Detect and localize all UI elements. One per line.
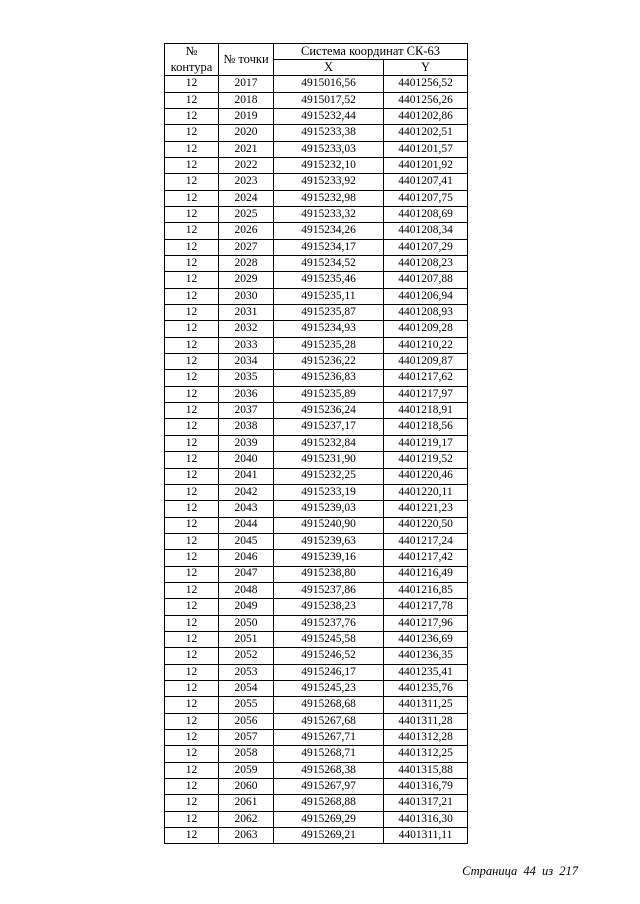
contour-number-cell: 12 <box>165 435 219 451</box>
y-coordinate-cell: 4401317,21 <box>384 795 468 811</box>
table-row <box>165 664 468 680</box>
table-row <box>165 141 468 157</box>
contour-number-cell: 12 <box>165 108 219 124</box>
contour-number-cell: 12 <box>165 795 219 811</box>
point-number-cell: 2045 <box>219 533 274 549</box>
table-row <box>165 550 468 566</box>
x-coordinate-cell: 4915236,24 <box>274 403 384 419</box>
point-number-cell: 2051 <box>219 631 274 647</box>
point-number-cell: 2054 <box>219 680 274 696</box>
table-row <box>165 76 468 92</box>
x-coordinate-cell: 4915233,92 <box>274 174 384 190</box>
y-coordinate-cell: 4401208,34 <box>384 223 468 239</box>
point-number-cell: 2027 <box>219 239 274 255</box>
table-header <box>165 44 468 76</box>
point-number-cell: 2022 <box>219 157 274 173</box>
table-row <box>165 337 468 353</box>
table-row <box>165 566 468 582</box>
y-coordinate-cell: 4401208,23 <box>384 256 468 272</box>
contour-number-cell: 12 <box>165 337 219 353</box>
point-number-cell: 2052 <box>219 648 274 664</box>
point-number-cell: 2040 <box>219 452 274 468</box>
x-coordinate-cell: 4915236,83 <box>274 370 384 386</box>
table-row <box>165 207 468 223</box>
y-coordinate-cell: 4401218,56 <box>384 419 468 435</box>
y-coordinate-cell: 4401208,93 <box>384 305 468 321</box>
contour-number-cell: 12 <box>165 615 219 631</box>
x-coordinate-cell: 4915238,23 <box>274 599 384 615</box>
point-number-cell: 2063 <box>219 828 274 844</box>
header-contour-number: № контура <box>165 44 219 76</box>
y-coordinate-cell: 4401316,79 <box>384 779 468 795</box>
x-coordinate-cell: 4915246,52 <box>274 648 384 664</box>
table-row <box>165 419 468 435</box>
y-coordinate-cell: 4401235,76 <box>384 680 468 696</box>
contour-number-cell: 12 <box>165 239 219 255</box>
contour-number-cell: 12 <box>165 828 219 844</box>
contour-number-cell: 12 <box>165 452 219 468</box>
header-y: Y <box>384 60 468 76</box>
contour-number-cell: 12 <box>165 746 219 762</box>
table-row <box>165 157 468 173</box>
point-number-cell: 2048 <box>219 582 274 598</box>
table-row <box>165 108 468 124</box>
header-coordinate-system: Система координат СК-63 <box>274 44 468 60</box>
contour-number-cell: 12 <box>165 386 219 402</box>
table-row <box>165 697 468 713</box>
x-coordinate-cell: 4915234,93 <box>274 321 384 337</box>
y-coordinate-cell: 4401207,41 <box>384 174 468 190</box>
point-number-cell: 2024 <box>219 190 274 206</box>
table-row <box>165 680 468 696</box>
contour-number-cell: 12 <box>165 141 219 157</box>
contour-number-cell: 12 <box>165 190 219 206</box>
y-coordinate-cell: 4401220,11 <box>384 484 468 500</box>
point-number-cell: 2039 <box>219 435 274 451</box>
x-coordinate-cell: 4915233,38 <box>274 125 384 141</box>
x-coordinate-cell: 4915269,29 <box>274 811 384 827</box>
contour-number-cell: 12 <box>165 631 219 647</box>
contour-number-cell: 12 <box>165 713 219 729</box>
y-coordinate-cell: 4401207,88 <box>384 272 468 288</box>
y-coordinate-cell: 4401311,28 <box>384 713 468 729</box>
x-coordinate-cell: 4915232,44 <box>274 108 384 124</box>
point-number-cell: 2032 <box>219 321 274 337</box>
y-coordinate-cell: 4401208,69 <box>384 207 468 223</box>
point-number-cell: 2038 <box>219 419 274 435</box>
table-row <box>165 468 468 484</box>
table-row <box>165 403 468 419</box>
y-coordinate-cell: 4401312,28 <box>384 730 468 746</box>
x-coordinate-cell: 4915234,52 <box>274 256 384 272</box>
x-coordinate-cell: 4915234,17 <box>274 239 384 255</box>
contour-number-cell: 12 <box>165 582 219 598</box>
point-number-cell: 2037 <box>219 403 274 419</box>
point-number-cell: 2061 <box>219 795 274 811</box>
point-number-cell: 2035 <box>219 370 274 386</box>
contour-number-cell: 12 <box>165 533 219 549</box>
table-row <box>165 582 468 598</box>
y-coordinate-cell: 4401217,96 <box>384 615 468 631</box>
y-coordinate-cell: 4401202,86 <box>384 108 468 124</box>
point-number-cell: 2021 <box>219 141 274 157</box>
x-coordinate-cell: 4915232,84 <box>274 435 384 451</box>
table-row <box>165 631 468 647</box>
table-row <box>165 272 468 288</box>
table-row <box>165 354 468 370</box>
table-row <box>165 533 468 549</box>
contour-number-cell: 12 <box>165 370 219 386</box>
y-coordinate-cell: 4401217,78 <box>384 599 468 615</box>
contour-number-cell: 12 <box>165 157 219 173</box>
point-number-cell: 2044 <box>219 517 274 533</box>
y-coordinate-cell: 4401256,52 <box>384 76 468 92</box>
y-coordinate-cell: 4401220,50 <box>384 517 468 533</box>
y-coordinate-cell: 4401209,87 <box>384 354 468 370</box>
table-row <box>165 223 468 239</box>
contour-number-cell: 12 <box>165 484 219 500</box>
x-coordinate-cell: 4915017,52 <box>274 92 384 108</box>
table-row <box>165 828 468 844</box>
y-coordinate-cell: 4401207,75 <box>384 190 468 206</box>
table-row <box>165 239 468 255</box>
x-coordinate-cell: 4915236,22 <box>274 354 384 370</box>
x-coordinate-cell: 4915267,68 <box>274 713 384 729</box>
x-coordinate-cell: 4915232,10 <box>274 157 384 173</box>
y-coordinate-cell: 4401201,92 <box>384 157 468 173</box>
table-row <box>165 190 468 206</box>
x-coordinate-cell: 4915268,68 <box>274 697 384 713</box>
x-coordinate-cell: 4915232,98 <box>274 190 384 206</box>
x-coordinate-cell: 4915267,71 <box>274 730 384 746</box>
contour-number-cell: 12 <box>165 272 219 288</box>
x-coordinate-cell: 4915233,19 <box>274 484 384 500</box>
y-coordinate-cell: 4401315,88 <box>384 762 468 778</box>
contour-number-cell: 12 <box>165 288 219 304</box>
x-coordinate-cell: 4915240,90 <box>274 517 384 533</box>
table-row <box>165 599 468 615</box>
point-number-cell: 2050 <box>219 615 274 631</box>
point-number-cell: 2060 <box>219 779 274 795</box>
point-number-cell: 2034 <box>219 354 274 370</box>
contour-number-cell: 12 <box>165 468 219 484</box>
x-coordinate-cell: 4915235,11 <box>274 288 384 304</box>
footer-of-word: из <box>541 864 554 878</box>
table-row <box>165 256 468 272</box>
table-row <box>165 517 468 533</box>
table-row <box>165 795 468 811</box>
page-footer <box>462 864 578 879</box>
point-number-cell: 2047 <box>219 566 274 582</box>
table-row <box>165 386 468 402</box>
point-number-cell: 2043 <box>219 501 274 517</box>
y-coordinate-cell: 4401210,22 <box>384 337 468 353</box>
point-number-cell: 2057 <box>219 730 274 746</box>
x-coordinate-cell: 4915239,63 <box>274 533 384 549</box>
contour-number-cell: 12 <box>165 697 219 713</box>
x-coordinate-cell: 4915267,97 <box>274 779 384 795</box>
contour-number-cell: 12 <box>165 762 219 778</box>
contour-number-cell: 12 <box>165 125 219 141</box>
contour-number-cell: 12 <box>165 599 219 615</box>
table-row <box>165 746 468 762</box>
contour-number-cell: 12 <box>165 321 219 337</box>
table-row <box>165 484 468 500</box>
y-coordinate-cell: 4401217,42 <box>384 550 468 566</box>
point-number-cell: 2042 <box>219 484 274 500</box>
point-number-cell: 2026 <box>219 223 274 239</box>
y-coordinate-cell: 4401216,85 <box>384 582 468 598</box>
x-coordinate-cell: 4915233,32 <box>274 207 384 223</box>
x-coordinate-cell: 4915235,46 <box>274 272 384 288</box>
x-coordinate-cell: 4915268,88 <box>274 795 384 811</box>
header-point-number: № точки <box>219 44 274 76</box>
y-coordinate-cell: 4401218,91 <box>384 403 468 419</box>
table-row <box>165 648 468 664</box>
y-coordinate-cell: 4401209,28 <box>384 321 468 337</box>
point-number-cell: 2018 <box>219 92 274 108</box>
y-coordinate-cell: 4401207,29 <box>384 239 468 255</box>
x-coordinate-cell: 4915237,86 <box>274 582 384 598</box>
table-row <box>165 288 468 304</box>
y-coordinate-cell: 4401256,26 <box>384 92 468 108</box>
table-body <box>165 76 468 844</box>
x-coordinate-cell: 4915268,71 <box>274 746 384 762</box>
y-coordinate-cell: 4401219,52 <box>384 452 468 468</box>
x-coordinate-cell: 4915239,16 <box>274 550 384 566</box>
point-number-cell: 2030 <box>219 288 274 304</box>
x-coordinate-cell: 4915233,03 <box>274 141 384 157</box>
point-number-cell: 2017 <box>219 76 274 92</box>
table-row <box>165 435 468 451</box>
point-number-cell: 2023 <box>219 174 274 190</box>
point-number-cell: 2019 <box>219 108 274 124</box>
contour-number-cell: 12 <box>165 779 219 795</box>
table-row <box>165 762 468 778</box>
header-x: X <box>274 60 384 76</box>
contour-number-cell: 12 <box>165 517 219 533</box>
contour-number-cell: 12 <box>165 76 219 92</box>
y-coordinate-cell: 4401217,62 <box>384 370 468 386</box>
contour-number-cell: 12 <box>165 256 219 272</box>
point-number-cell: 2033 <box>219 337 274 353</box>
x-coordinate-cell: 4915269,21 <box>274 828 384 844</box>
point-number-cell: 2059 <box>219 762 274 778</box>
y-coordinate-cell: 4401220,46 <box>384 468 468 484</box>
footer-page-total: 217 <box>559 864 578 878</box>
y-coordinate-cell: 4401216,49 <box>384 566 468 582</box>
point-number-cell: 2053 <box>219 664 274 680</box>
x-coordinate-cell: 4915237,76 <box>274 615 384 631</box>
x-coordinate-cell: 4915239,03 <box>274 501 384 517</box>
point-number-cell: 2028 <box>219 256 274 272</box>
y-coordinate-cell: 4401206,94 <box>384 288 468 304</box>
point-number-cell: 2062 <box>219 811 274 827</box>
table-row <box>165 370 468 386</box>
point-number-cell: 2025 <box>219 207 274 223</box>
footer-page-word: Страница <box>462 864 518 878</box>
x-coordinate-cell: 4915016,56 <box>274 76 384 92</box>
x-coordinate-cell: 4915246,17 <box>274 664 384 680</box>
table-row <box>165 92 468 108</box>
y-coordinate-cell: 4401217,97 <box>384 386 468 402</box>
y-coordinate-cell: 4401236,35 <box>384 648 468 664</box>
point-number-cell: 2036 <box>219 386 274 402</box>
y-coordinate-cell: 4401202,51 <box>384 125 468 141</box>
y-coordinate-cell: 4401236,69 <box>384 631 468 647</box>
point-number-cell: 2056 <box>219 713 274 729</box>
point-number-cell: 2031 <box>219 305 274 321</box>
coordinates-table <box>164 43 468 844</box>
table-row <box>165 174 468 190</box>
point-number-cell: 2041 <box>219 468 274 484</box>
point-number-cell: 2058 <box>219 746 274 762</box>
point-number-cell: 2049 <box>219 599 274 615</box>
y-coordinate-cell: 4401219,17 <box>384 435 468 451</box>
table-row <box>165 452 468 468</box>
contour-number-cell: 12 <box>165 501 219 517</box>
y-coordinate-cell: 4401221,23 <box>384 501 468 517</box>
table-row <box>165 730 468 746</box>
point-number-cell: 2046 <box>219 550 274 566</box>
contour-number-cell: 12 <box>165 92 219 108</box>
contour-number-cell: 12 <box>165 566 219 582</box>
table-row <box>165 501 468 517</box>
x-coordinate-cell: 4915237,17 <box>274 419 384 435</box>
contour-number-cell: 12 <box>165 403 219 419</box>
table-row <box>165 713 468 729</box>
x-coordinate-cell: 4915232,25 <box>274 468 384 484</box>
x-coordinate-cell: 4915245,23 <box>274 680 384 696</box>
contour-number-cell: 12 <box>165 305 219 321</box>
x-coordinate-cell: 4915231,90 <box>274 452 384 468</box>
y-coordinate-cell: 4401311,11 <box>384 828 468 844</box>
x-coordinate-cell: 4915234,26 <box>274 223 384 239</box>
y-coordinate-cell: 4401217,24 <box>384 533 468 549</box>
table-row <box>165 811 468 827</box>
table-row <box>165 615 468 631</box>
x-coordinate-cell: 4915245,58 <box>274 631 384 647</box>
contour-number-cell: 12 <box>165 648 219 664</box>
table-row <box>165 305 468 321</box>
x-coordinate-cell: 4915238,80 <box>274 566 384 582</box>
contour-number-cell: 12 <box>165 207 219 223</box>
table-row <box>165 321 468 337</box>
contour-number-cell: 12 <box>165 354 219 370</box>
contour-number-cell: 12 <box>165 680 219 696</box>
y-coordinate-cell: 4401312,25 <box>384 746 468 762</box>
contour-number-cell: 12 <box>165 730 219 746</box>
contour-number-cell: 12 <box>165 664 219 680</box>
contour-number-cell: 12 <box>165 550 219 566</box>
x-coordinate-cell: 4915235,28 <box>274 337 384 353</box>
footer-page-number: 44 <box>523 864 536 878</box>
point-number-cell: 2029 <box>219 272 274 288</box>
contour-number-cell: 12 <box>165 419 219 435</box>
y-coordinate-cell: 4401201,57 <box>384 141 468 157</box>
contour-number-cell: 12 <box>165 223 219 239</box>
y-coordinate-cell: 4401235,41 <box>384 664 468 680</box>
x-coordinate-cell: 4915268,38 <box>274 762 384 778</box>
table-row <box>165 125 468 141</box>
point-number-cell: 2020 <box>219 125 274 141</box>
table-row <box>165 779 468 795</box>
point-number-cell: 2055 <box>219 697 274 713</box>
y-coordinate-cell: 4401311,25 <box>384 697 468 713</box>
contour-number-cell: 12 <box>165 174 219 190</box>
y-coordinate-cell: 4401316,30 <box>384 811 468 827</box>
x-coordinate-cell: 4915235,89 <box>274 386 384 402</box>
x-coordinate-cell: 4915235,87 <box>274 305 384 321</box>
contour-number-cell: 12 <box>165 811 219 827</box>
